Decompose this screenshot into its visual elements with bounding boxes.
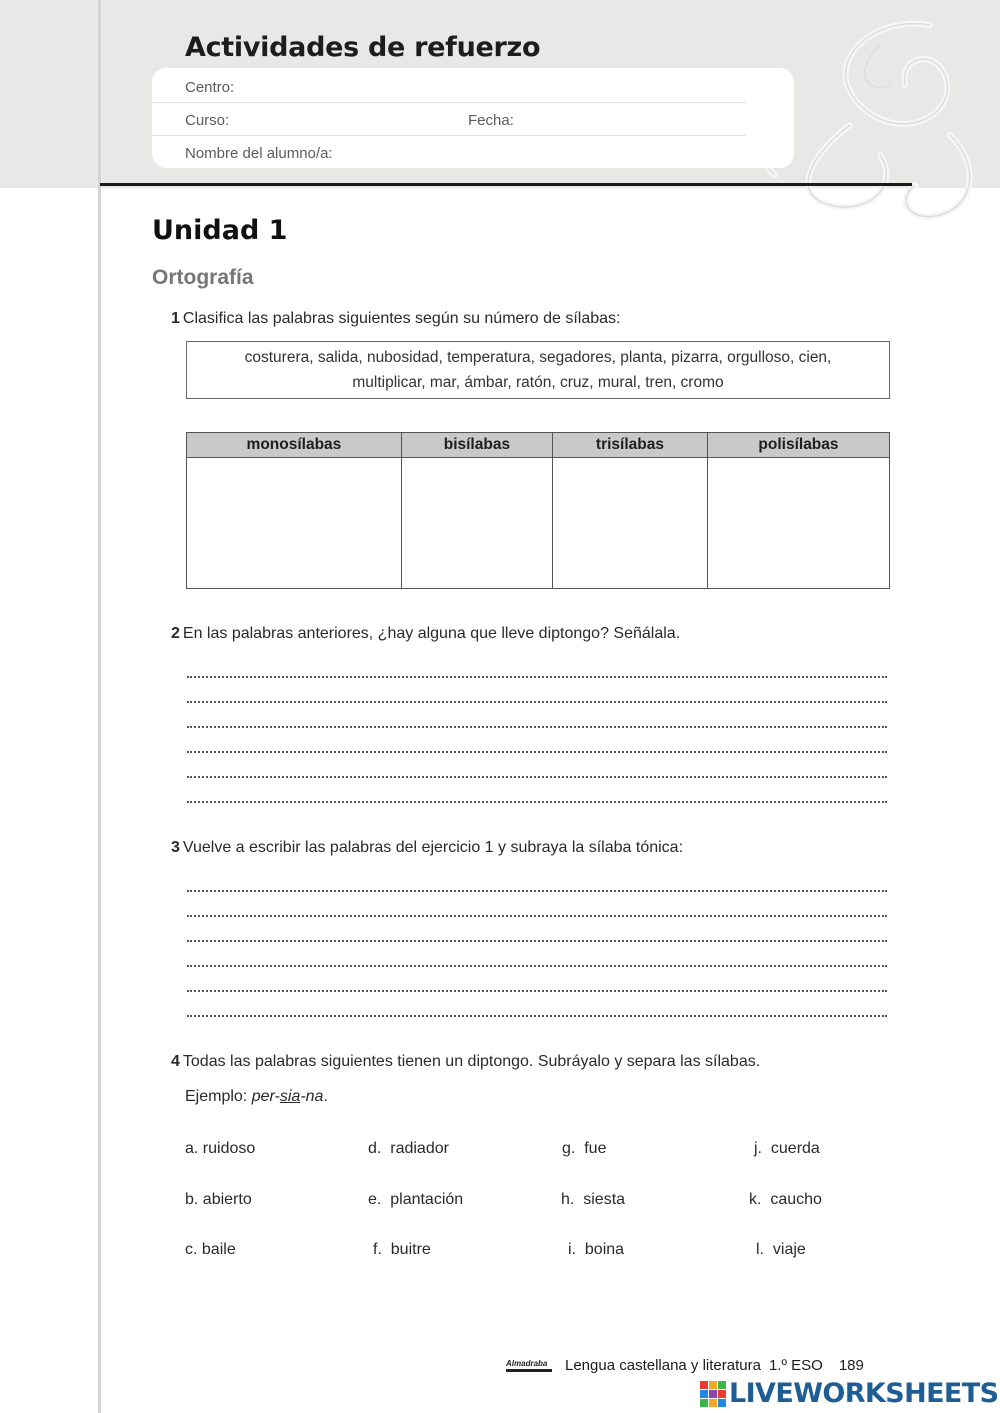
nombre-label: Nombre del alumno/a:: [185, 145, 333, 162]
instruction-text: Vuelve a escribir las palabras del ejercicio 1 y subraya la sílaba tónica:: [182, 839, 684, 856]
publisher-logo: [506, 1355, 552, 1375]
item-word: fue: [584, 1140, 607, 1157]
item-word: radiador: [390, 1140, 449, 1157]
answer-line[interactable]: [187, 776, 887, 778]
word-item[interactable]: [561, 1191, 625, 1209]
item-letter: j.: [754, 1140, 762, 1157]
page-footer: [506, 1355, 864, 1375]
answer-line[interactable]: [187, 890, 887, 892]
answer-line[interactable]: [187, 676, 887, 678]
item-word: buitre: [390, 1241, 431, 1258]
item-letter: d.: [368, 1140, 382, 1157]
page-number: 189: [838, 1356, 864, 1374]
item-word: boina: [584, 1241, 625, 1258]
header-trisilabas: trisílabas: [552, 433, 707, 458]
syllable-table: [186, 432, 890, 589]
exercise-3-instruction: [171, 839, 683, 857]
logo-grid-cell: [718, 1399, 726, 1407]
header-bisilabas: bisílabas: [401, 433, 552, 458]
item-letter: g.: [562, 1140, 576, 1157]
answer-cell-polisilabas[interactable]: [707, 458, 889, 589]
item-word: cuerda: [770, 1140, 820, 1157]
answer-line[interactable]: [187, 990, 887, 992]
nombre-row[interactable]: [152, 136, 746, 169]
logo-grid-cell: [709, 1381, 717, 1389]
answer-cell-monosilabas[interactable]: [187, 458, 402, 589]
exercise-number: 3: [171, 839, 180, 856]
example-line: [185, 1088, 328, 1106]
exercise-number: 1: [171, 310, 180, 327]
word-list-line: multiplicar, mar, ámbar, ratón, cruz, mural, tren, cromo: [352, 374, 724, 391]
liveworksheets-logo-icon: [700, 1381, 726, 1407]
item-letter: c.: [185, 1241, 198, 1258]
exercise-2-instruction: [171, 625, 680, 643]
item-letter: k.: [749, 1191, 762, 1208]
logo-grid-cell: [700, 1390, 708, 1398]
example-period: .: [323, 1088, 328, 1105]
example-diphthong-syllable: sia: [279, 1088, 301, 1105]
curso-label: Curso:: [185, 112, 230, 129]
header-monosilabas: monosílabas: [187, 433, 402, 458]
unit-title: Unidad 1: [152, 215, 288, 246]
logo-grid-cell: [718, 1381, 726, 1389]
item-word: ruidoso: [202, 1140, 256, 1157]
item-word: baile: [201, 1241, 236, 1258]
example-word: [252, 1088, 324, 1105]
exercise-4-instruction: [171, 1053, 760, 1071]
exercise-number: 4: [171, 1053, 180, 1070]
word-item[interactable]: [185, 1241, 236, 1259]
header-divider: [100, 183, 912, 186]
word-item[interactable]: [368, 1140, 449, 1158]
logo-grid-cell: [709, 1399, 717, 1407]
answer-line[interactable]: [187, 940, 887, 942]
item-letter: i.: [568, 1241, 576, 1258]
logo-grid-cell: [718, 1390, 726, 1398]
word-item[interactable]: [568, 1241, 624, 1259]
word-list-box: [186, 341, 890, 399]
item-word: siesta: [583, 1191, 626, 1208]
item-letter: h.: [561, 1191, 575, 1208]
word-item[interactable]: [756, 1241, 806, 1259]
word-item[interactable]: [373, 1241, 431, 1259]
answer-cell-trisilabas[interactable]: [552, 458, 707, 589]
item-word: abierto: [202, 1191, 252, 1208]
instruction-text: En las palabras anteriores, ¿hay alguna que lleve diptongo? Señálala.: [182, 625, 681, 642]
book-title: Lengua castellana y literatura: [565, 1356, 761, 1374]
publisher-logo-bar: [506, 1369, 552, 1372]
curso-fecha-row[interactable]: [152, 103, 746, 136]
word-item[interactable]: [368, 1191, 463, 1209]
exercise-number: 2: [171, 625, 180, 642]
word-item[interactable]: [185, 1191, 252, 1209]
word-list-line: costurera, salida, nubosidad, temperatura, segadores, planta, pizarra, orgulloso, cien,: [244, 349, 832, 366]
answer-line[interactable]: [187, 965, 887, 967]
word-item[interactable]: [749, 1191, 822, 1209]
answer-line[interactable]: [187, 751, 887, 753]
word-item[interactable]: [562, 1140, 606, 1158]
example-syllable: -na: [300, 1088, 324, 1105]
section-title: Ortografía: [152, 266, 254, 289]
course-label: 1.º ESO: [768, 1356, 823, 1374]
header-polisilabas: polisílabas: [707, 433, 889, 458]
publisher-logo-text: Almadraba: [506, 1359, 548, 1368]
instruction-text: Todas las palabras siguientes tienen un diptongo. Subráyalo y separa las sílabas.: [182, 1053, 761, 1070]
centro-row[interactable]: [152, 70, 746, 103]
answer-cell-bisilabas[interactable]: [401, 458, 552, 589]
item-letter: f.: [373, 1241, 382, 1258]
item-letter: l.: [756, 1241, 764, 1258]
student-info-form: [152, 68, 794, 168]
logo-grid-cell: [709, 1390, 717, 1398]
liveworksheets-watermark: [700, 1378, 998, 1409]
item-word: caucho: [770, 1191, 822, 1208]
exercise-1-instruction: [171, 310, 620, 328]
liveworksheets-brand: LIVEWORKSHEETS: [729, 1378, 999, 1409]
logo-grid-cell: [700, 1399, 708, 1407]
answer-line[interactable]: [187, 701, 887, 703]
item-letter: a.: [185, 1140, 199, 1157]
worksheet-title: Actividades de refuerzo: [185, 32, 541, 63]
centro-label: Centro:: [185, 79, 235, 96]
logo-grid-cell: [700, 1381, 708, 1389]
answer-line[interactable]: [187, 1015, 887, 1017]
item-word: plantación: [390, 1191, 464, 1208]
word-item[interactable]: [185, 1140, 255, 1158]
example-syllable: per-: [251, 1088, 280, 1105]
answer-line[interactable]: [187, 915, 887, 917]
example-label: Ejemplo:: [185, 1088, 248, 1105]
page-spine: [98, 0, 101, 1413]
item-word: viaje: [772, 1241, 806, 1258]
answer-line[interactable]: [187, 726, 887, 728]
item-letter: e.: [368, 1191, 382, 1208]
answer-line[interactable]: [187, 801, 887, 803]
word-item[interactable]: [754, 1140, 820, 1158]
fecha-label: Fecha:: [468, 112, 514, 129]
item-letter: b.: [185, 1191, 199, 1208]
instruction-text: Clasifica las palabras siguientes según su número de sílabas:: [182, 310, 621, 327]
